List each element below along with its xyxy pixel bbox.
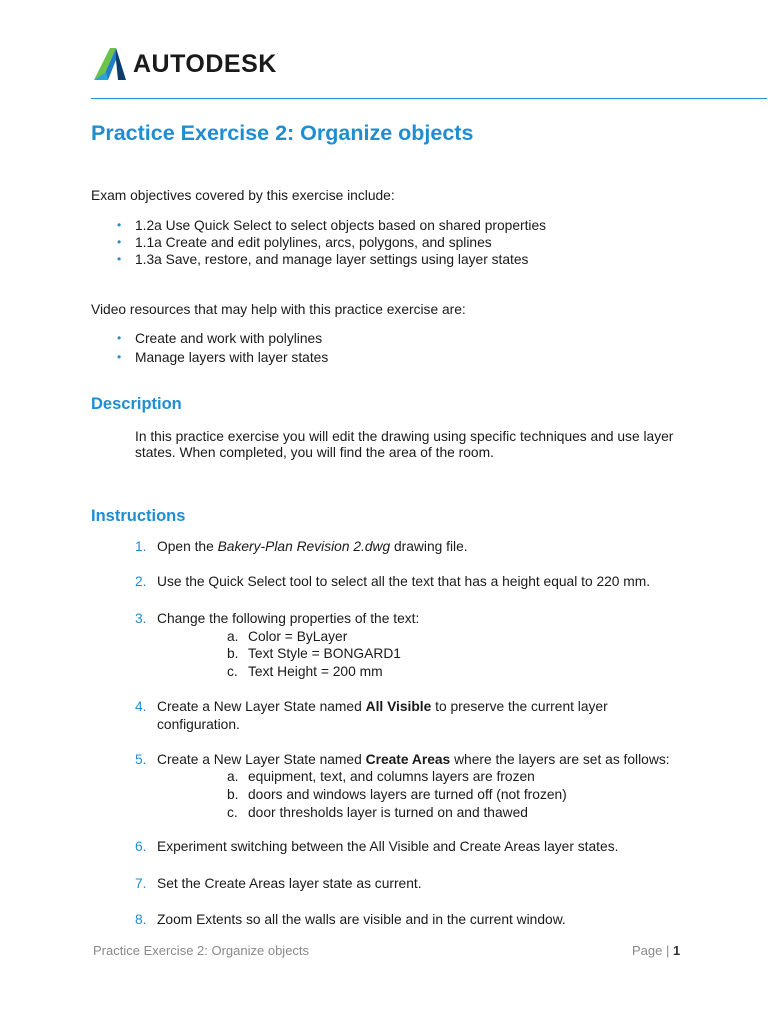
instruction-substep: b. Text Style = BONGARD1 [227, 646, 401, 661]
instructions-heading: Instructions [91, 507, 186, 525]
objectives-intro: Exam objectives covered by this exercise include: [91, 188, 395, 203]
instruction-step-1: 1. Open the Bakery-Plan Revision 2.dwg drawing file. [135, 539, 468, 554]
description-line-2: states. When completed, you will find the area of the room. [135, 445, 494, 460]
objectives-list [109, 217, 546, 268]
autodesk-logo [92, 46, 292, 86]
instruction-step-4: 4. Create a New Layer State named All Visible to preserve the current layer [135, 699, 608, 714]
header-rule [91, 98, 767, 99]
videos-list [109, 330, 328, 366]
instruction-step-7: 7. Set the Create Areas layer state as current. [135, 876, 422, 891]
instruction-step-8: 8. Zoom Extents so all the walls are visible and in the current window. [135, 912, 566, 927]
bullet-icon: • [117, 235, 122, 249]
bullet-icon: • [117, 331, 122, 345]
instruction-substep: a. Color = ByLayer [227, 629, 348, 644]
footer-title: Practice Exercise 2: Organize objects [93, 943, 310, 958]
instruction-substep: c. door thresholds layer is turned on and thawed [227, 805, 528, 820]
list-item: • 1.3a Save, restore, and manage layer settings using layer states [117, 252, 529, 267]
instruction-substep: b. doors and windows layers are turned off (not frozen) [227, 787, 567, 802]
file-name: Bakery-Plan Revision 2.dwg [217, 539, 391, 554]
description-line-1: In this practice exercise you will edit the drawing using specific techniques and use layer [135, 429, 674, 444]
instruction-step-2: 2. Use the Quick Select tool to select all the text that has a height equal to 220 mm. [135, 574, 651, 589]
page-number: Page | 1 [632, 943, 681, 958]
description-heading: Description [91, 395, 182, 413]
instruction-step-3: 3. Change the following properties of the text: [135, 611, 420, 626]
autodesk-logo-icon [92, 46, 128, 82]
bullet-icon: • [117, 349, 122, 364]
instruction-step-5: 5. Create a New Layer State named Create Areas where the layers are set as follows: [135, 752, 670, 767]
instruction-step-6: 6. Experiment switching between the All Visible and Create Areas layer states. [135, 839, 619, 854]
instruction-step-4-continued: configuration. [157, 717, 240, 732]
logo-wordmark: AUTODESK. [133, 50, 279, 78]
videos-intro: Video resources that may help with this practice exercise are: [91, 302, 466, 317]
list-item: • 1.1a Create and edit polylines, arcs, polygons, and splines [117, 235, 492, 250]
list-item: • Manage layers with layer states [117, 349, 329, 365]
instruction-substep: a. equipment, text, and columns layers are frozen [227, 769, 535, 784]
instruction-substep: c. Text Height = 200 mm [227, 664, 383, 679]
page-title: Practice Exercise 2: Organize objects [91, 121, 474, 145]
bullet-icon: • [117, 218, 122, 232]
list-item: • 1.2a Use Quick Select to select objects based on shared properties [117, 218, 547, 233]
bullet-icon: • [117, 252, 122, 266]
list-item: • Create and work with polylines [117, 331, 323, 346]
